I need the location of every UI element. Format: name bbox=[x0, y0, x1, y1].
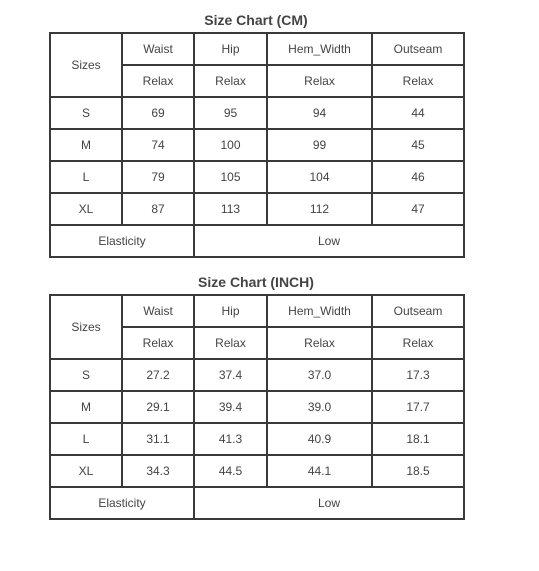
hip-cell: 41.3 bbox=[194, 423, 267, 455]
header-row bbox=[50, 295, 464, 327]
outseam-cell: 18.5 bbox=[372, 455, 464, 487]
outseam-cell: 44 bbox=[372, 97, 464, 129]
elasticity-row bbox=[50, 225, 464, 257]
waist-fit-subheader: Relax bbox=[122, 327, 194, 359]
waist-cell: 79 bbox=[122, 161, 194, 193]
table-row bbox=[50, 193, 464, 225]
size-chart-cm-table bbox=[49, 32, 465, 258]
hip-cell: 105 bbox=[194, 161, 267, 193]
outseam-cell: 18.1 bbox=[372, 423, 464, 455]
hip-fit-subheader: Relax bbox=[194, 65, 267, 97]
outseam-cell: 17.7 bbox=[372, 391, 464, 423]
hem-width-header: Hem_Width bbox=[267, 295, 372, 327]
sizes-header: Sizes bbox=[50, 33, 122, 97]
table-row bbox=[50, 423, 464, 455]
size-cell: M bbox=[50, 391, 122, 423]
waist-cell: 31.1 bbox=[122, 423, 194, 455]
size-cell: XL bbox=[50, 193, 122, 225]
hem-width-cell: 104 bbox=[267, 161, 372, 193]
header-row bbox=[50, 33, 464, 65]
outseam-cell: 46 bbox=[372, 161, 464, 193]
hem-width-cell: 39.0 bbox=[267, 391, 372, 423]
waist-fit-subheader: Relax bbox=[122, 65, 194, 97]
size-cell: M bbox=[50, 129, 122, 161]
waist-cell: 27.2 bbox=[122, 359, 194, 391]
sizes-header: Sizes bbox=[50, 295, 122, 359]
table-row bbox=[50, 455, 464, 487]
hem-width-fit-subheader: Relax bbox=[267, 327, 372, 359]
hip-cell: 44.5 bbox=[194, 455, 267, 487]
hip-cell: 95 bbox=[194, 97, 267, 129]
size-cell: XL bbox=[50, 455, 122, 487]
hip-cell: 113 bbox=[194, 193, 267, 225]
hem-width-header: Hem_Width bbox=[267, 33, 372, 65]
hip-header: Hip bbox=[194, 295, 267, 327]
hip-header: Hip bbox=[194, 33, 267, 65]
hem-width-cell: 112 bbox=[267, 193, 372, 225]
hip-fit-subheader: Relax bbox=[194, 327, 267, 359]
elasticity-value: Low bbox=[194, 225, 464, 257]
size-cell: S bbox=[50, 97, 122, 129]
hem-width-fit-subheader: Relax bbox=[267, 65, 372, 97]
table-row bbox=[50, 97, 464, 129]
elasticity-label: Elasticity bbox=[50, 225, 194, 257]
waist-cell: 87 bbox=[122, 193, 194, 225]
waist-cell: 69 bbox=[122, 97, 194, 129]
elasticity-row bbox=[50, 487, 464, 519]
hip-cell: 100 bbox=[194, 129, 267, 161]
size-cell: S bbox=[50, 359, 122, 391]
hem-width-cell: 94 bbox=[267, 97, 372, 129]
outseam-header: Outseam bbox=[372, 33, 464, 65]
size-chart-cm-title: Size Chart (CM) bbox=[204, 12, 308, 28]
table-row bbox=[50, 391, 464, 423]
table-row bbox=[50, 129, 464, 161]
hip-cell: 39.4 bbox=[194, 391, 267, 423]
hem-width-cell: 99 bbox=[267, 129, 372, 161]
waist-header: Waist bbox=[122, 295, 194, 327]
elasticity-label: Elasticity bbox=[50, 487, 194, 519]
size-chart-inch-title: Size Chart (INCH) bbox=[198, 274, 314, 290]
waist-header: Waist bbox=[122, 33, 194, 65]
outseam-cell: 45 bbox=[372, 129, 464, 161]
table-row bbox=[50, 359, 464, 391]
outseam-header: Outseam bbox=[372, 295, 464, 327]
hem-width-cell: 44.1 bbox=[267, 455, 372, 487]
outseam-fit-subheader: Relax bbox=[372, 327, 464, 359]
elasticity-value: Low bbox=[194, 487, 464, 519]
waist-cell: 29.1 bbox=[122, 391, 194, 423]
hem-width-cell: 37.0 bbox=[267, 359, 372, 391]
hem-width-cell: 40.9 bbox=[267, 423, 372, 455]
waist-cell: 34.3 bbox=[122, 455, 194, 487]
hip-cell: 37.4 bbox=[194, 359, 267, 391]
size-cell: L bbox=[50, 161, 122, 193]
table-row bbox=[50, 161, 464, 193]
size-cell: L bbox=[50, 423, 122, 455]
outseam-cell: 17.3 bbox=[372, 359, 464, 391]
waist-cell: 74 bbox=[122, 129, 194, 161]
outseam-cell: 47 bbox=[372, 193, 464, 225]
outseam-fit-subheader: Relax bbox=[372, 65, 464, 97]
size-chart-inch-table bbox=[49, 294, 465, 520]
